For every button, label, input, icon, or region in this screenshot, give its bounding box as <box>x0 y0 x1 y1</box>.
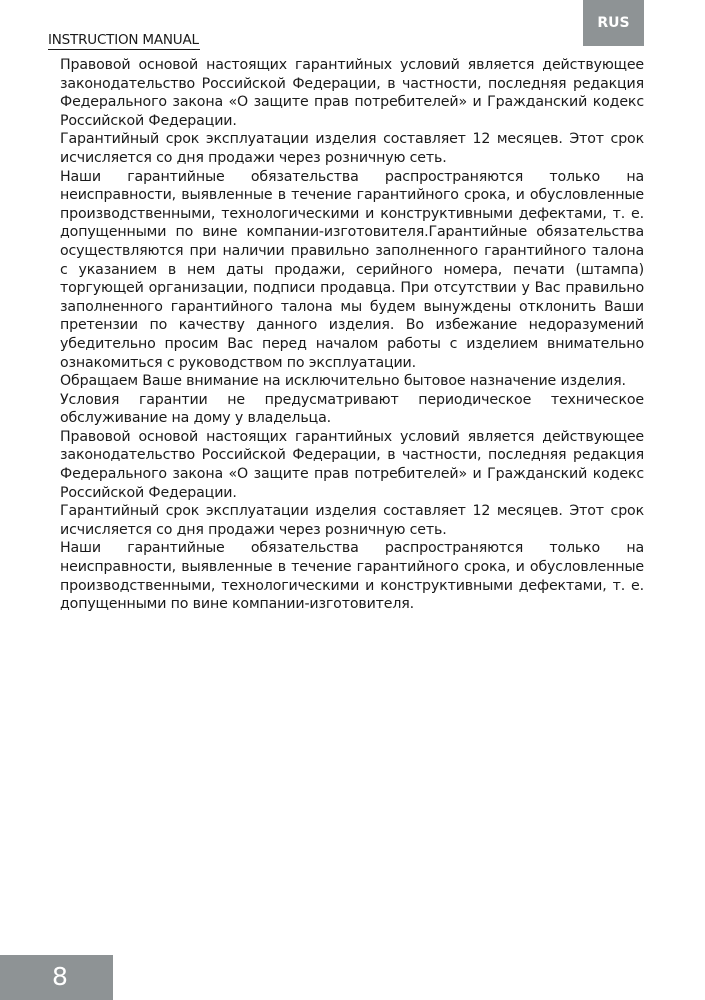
page-number: 8 <box>52 962 68 991</box>
paragraph-warranty-obligations: Наши гарантийные обязательства распространяются только на неисправности, выявленные в течение гарантийного срока, и обусловленные производственными, технологическими и конструктивными дефектами, т. е. допущенными по вине компании-изготовителя.Гарантийные обязательства осуществляются при наличии правильно заполненного гарантийного талона с указанием в нем даты продажи, серийного номера, печати (штампа) торгующей организации, подписи продавца. При отсутствии у Вас правильно заполненного гарантийного талона мы будем вынуждены отклонить Ваши претензии по качеству данного изделия. Во избежание недоразумений убедительно просим Вас перед началом работы с изделием внимательно ознакомиться с руководством по эксплуатации. <box>60 168 644 371</box>
paragraph-warranty-obligations-repeat: Наши гарантийные обязательства распространяются только на неисправности, выявленные в течение гарантийного срока, и обусловленные производственными, технологическими и конструктивными дефектами, т. е. допущенными по вине компании-изготовителя. <box>60 540 644 613</box>
manual-title: INSTRUCTION MANUAL <box>48 32 199 48</box>
paragraph-warranty-period: Гарантийный срок эксплуатации изделия составляет 12 месяцев. Этот срок исчисляется со дня продажи через розничную сеть. <box>60 131 644 166</box>
paragraph-warranty-period-repeat: Гарантийный срок эксплуатации изделия составляет 12 месяцев. Этот срок исчисляется со дня продажи через розничную сеть. <box>60 503 644 538</box>
paragraph-legal-basis-repeat: Правовой основой настоящих гарантийных условий является действующее законодательство Российской Федерации, в частности, последняя редакция Федерального закона «О защите прав потребителей» и Гражданский кодекс Российской Федерации. <box>60 428 644 501</box>
paragraph-legal-basis: Правовой основой настоящих гарантийных условий является действующее законодательство Российской Федерации, в частности, последняя редакция Федерального закона «О защите прав потребителей» и Гражданский кодекс Российской Федерации. <box>60 57 644 129</box>
language-badge: RUS <box>583 0 644 46</box>
warranty-text-body <box>60 56 644 614</box>
page-number-box <box>0 955 113 1000</box>
paragraph-home-service: Условия гарантии не предусматривают периодическое техническое обслуживание на дому у владельца. <box>60 391 644 427</box>
paragraph-household-use: Обращаем Ваше внимание на исключительно бытовое назначение изделия. <box>60 373 626 390</box>
